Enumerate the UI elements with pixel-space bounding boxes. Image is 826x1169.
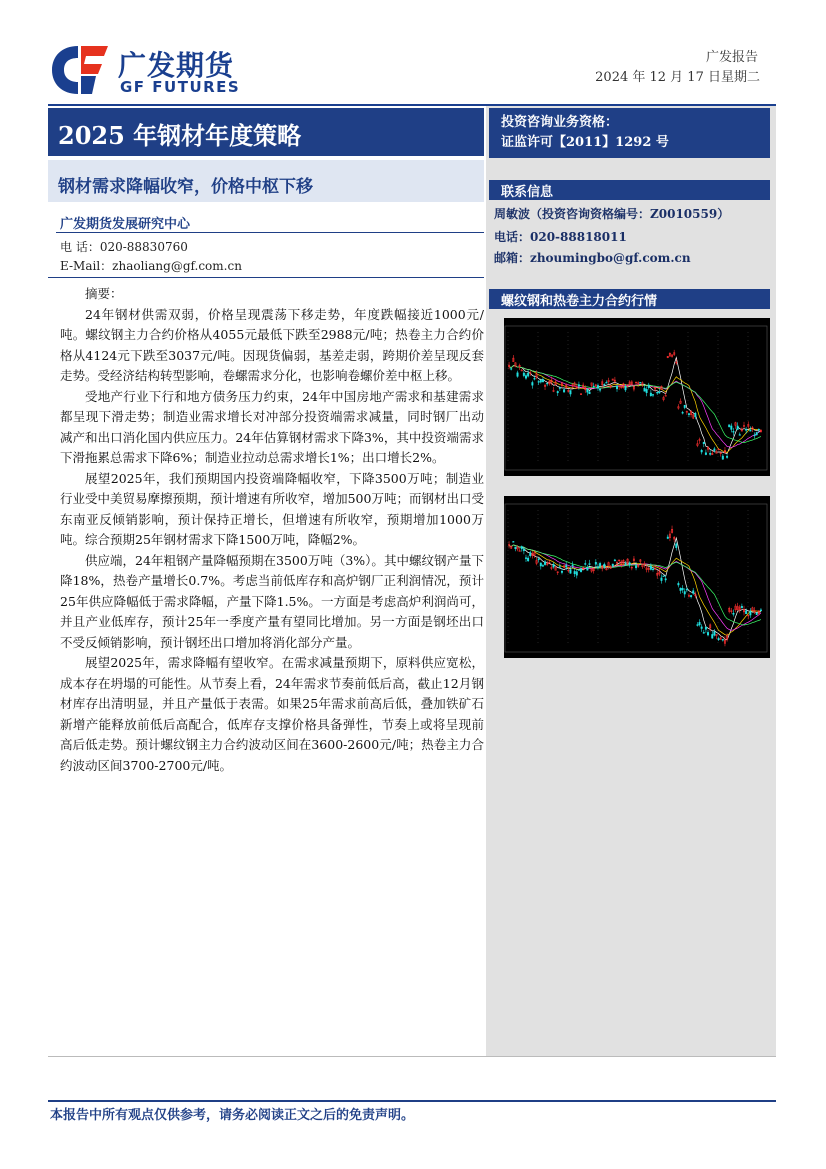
candle-body (565, 565, 566, 567)
candle-body (667, 537, 668, 538)
candle-body (572, 565, 573, 566)
candle-body (527, 373, 528, 376)
abstract-paragraph: 展望2025年，需求降幅有望收窄。在需求减量预期下，原料供应宽松，成本存在坍塌的可能性。从节奏上看，24年需求节奏前低后高，截止12月钢材库存出清明显，并且产量低于表需。如果25年需求前高后低，叠加铁矿石新增产能释放前低后高配合，低库存支撑价格具备弹性，节奏上或将呈现前高后低走势。预计螺纹钢主力合约波动区间在3600-2600元/吨；热卷主力合约波动区间3700-2700元/吨。 (60, 655, 484, 773)
moving-average-line (509, 545, 761, 635)
candle-body (525, 376, 526, 379)
candle-body (540, 563, 541, 566)
candle-body (714, 632, 715, 635)
candle-body (650, 566, 651, 569)
candle-body (544, 562, 545, 565)
candle-body (570, 390, 571, 394)
author-phone: 电 话：020-88830760 (60, 240, 188, 254)
candle-body (599, 563, 600, 566)
candle-body (625, 564, 626, 565)
candle-body (733, 431, 734, 432)
candle-body (701, 627, 702, 629)
candle-body (731, 426, 732, 429)
candle-body (680, 588, 681, 590)
candle-body (527, 558, 528, 561)
candle-body (517, 373, 518, 377)
disclaimer: 本报告中所有观点仅供参考，请务必阅读正文之后的免责声明。 (50, 1108, 415, 1123)
candle-body (745, 429, 746, 430)
candle-body (722, 639, 723, 640)
report-subtitle: 钢材需求降幅收窄，价格中枢下移 (48, 160, 484, 202)
moving-average-line (509, 366, 761, 448)
candle-body (570, 570, 571, 574)
candle-body (728, 425, 729, 427)
candle-body (699, 622, 700, 625)
abstract-paragraph: 展望2025年，我们预期国内投资端降幅收窄，下降3500万吨；制造业行业受中美贸易摩擦预期，预计增速有所收窄，增加500万吨；而钢材出口受东南亚反倾销影响，预计保持正增长，但增速有所收窄，预期增加1000万吨。综合预期25年钢材需求下降1500万吨，降幅2%。 (60, 470, 484, 547)
candle-body (597, 385, 598, 388)
gf-logo-mark-icon (48, 42, 110, 96)
candle-body (635, 566, 636, 568)
moving-average-line (509, 358, 761, 454)
candle-body (559, 567, 560, 568)
moving-average-line (509, 545, 761, 630)
abstract-paragraph: 受地产行业下行和地方债务压力约束，24年中国房地产需求和基建需求都呈现下滑走势；制造业需求增长对冲部分投资端需求减量，同时钢厂出动减产和出口消化国内供应压力。24年估算钢材需求下降3%，其中投资端需求下滑拖累总需求下降6%；制造业拉动总需求增长1%；出口增长2%。 (60, 388, 484, 465)
candle-body (737, 426, 738, 429)
candle-body (652, 569, 653, 570)
candle-body (614, 560, 615, 561)
candle-body (705, 627, 706, 629)
candle-body (682, 588, 683, 590)
abstract-label: 摘要： (85, 286, 123, 301)
candle-body (690, 595, 691, 596)
page-bottom-divider (48, 1056, 776, 1057)
logo-chinese-text: 广发期货 (118, 49, 235, 82)
candle-body (718, 638, 719, 639)
candle-body (733, 613, 734, 614)
candle-body (513, 541, 514, 542)
moving-average-line (509, 538, 761, 640)
candle-body (578, 570, 579, 571)
candle-body (587, 389, 588, 392)
chart-frame (505, 504, 767, 652)
candle-body (529, 553, 530, 556)
candle-body (625, 387, 626, 390)
hot-rolled-price-chart (504, 496, 770, 658)
candle-body (741, 606, 742, 608)
candle-body (758, 429, 759, 430)
rebar-candlestick-chart (504, 318, 770, 476)
candle-body (678, 583, 679, 585)
candle-body (760, 610, 761, 611)
candle-body (599, 389, 600, 390)
candle-body (510, 369, 511, 370)
candle-body (534, 378, 535, 379)
candle-body (684, 592, 685, 595)
logo-english-text: GF FUTURES (120, 78, 241, 96)
research-institute: 广发期货发展研究中心 (60, 217, 191, 232)
candle-body (525, 558, 526, 559)
candle-body (640, 382, 641, 383)
candle-body (684, 405, 685, 407)
contact-heading: 联系信息 (489, 180, 770, 200)
candle-body (585, 564, 586, 565)
candle-body (616, 386, 617, 389)
candle-body (656, 392, 657, 393)
analyst-name: 周敏波（投资咨询资格编号：Z0010559） (494, 207, 730, 221)
candle-body (663, 576, 664, 577)
candle-body (754, 435, 755, 436)
qualification-title: 投资咨询业务资格： (501, 115, 619, 130)
candle-body (521, 546, 522, 548)
candle-body (712, 634, 713, 638)
candle-body (597, 567, 598, 568)
qualification-box (489, 108, 770, 158)
candle-body (612, 564, 613, 566)
candle-body (695, 413, 696, 416)
candle-body (714, 449, 715, 451)
candle-body (546, 383, 547, 384)
report-type: 广发报告 (705, 50, 758, 65)
abstract-paragraph: 供应端，24年粗钢产量降幅预期在3500万吨（3%）。其中螺纹钢产量下降18%，热卷产量增长0.7%。考虑当前低库存和高炉钢厂正利润情况，预计25年供应降幅低于需求降幅，产量下降1.5%。一方面是考虑高炉利润尚可，并且产业低库存，预计25年一季度产量有望同比增加。另一方面是钢坯出口不受反倾销影响，预计钢坯出口增加将消化部分产量。 (60, 552, 484, 650)
candle-body (692, 591, 693, 594)
candle-body (578, 385, 579, 386)
candle-body (574, 571, 575, 573)
moving-average-line (509, 366, 761, 443)
candle-body (697, 625, 698, 626)
qualification-license: 证监许可【2011】1292 号 (501, 135, 669, 150)
candle-body (557, 391, 558, 392)
candle-body (703, 442, 704, 444)
candle-body (707, 632, 708, 635)
candle-body (648, 385, 649, 387)
candle-body (593, 386, 594, 387)
candle-body (542, 380, 543, 382)
candle-body (559, 388, 560, 389)
candle-body (659, 392, 660, 393)
candle-body (686, 589, 687, 590)
candle-body (726, 456, 727, 457)
candle-body (646, 389, 647, 392)
contact-divider (48, 277, 484, 278)
candle-body (604, 564, 605, 567)
candle-body (538, 381, 539, 382)
moving-average-line (509, 545, 761, 625)
candle-body (739, 435, 740, 436)
chart-frame (505, 326, 767, 470)
report-date: 2024 年 12 月 17 日星期二 (595, 70, 760, 85)
candle-body (589, 564, 590, 565)
candle-body (542, 565, 543, 566)
candle-body (523, 373, 524, 376)
chart-section-heading: 螺纹钢和热卷主力合约行情 (489, 289, 770, 309)
gf-futures-logo (48, 42, 268, 100)
candle-body (604, 384, 605, 385)
candle-body (750, 611, 751, 615)
candle-body (589, 392, 590, 394)
report-title: 2025 年钢材年度策略 (48, 108, 484, 156)
candle-body (561, 571, 562, 572)
candle-body (606, 382, 607, 383)
abstract (60, 284, 484, 776)
candle-body (629, 563, 630, 565)
candle-body (756, 432, 757, 435)
candle-body (595, 562, 596, 564)
author-email: E-Mail：zhaoliang@gf.com.cn (60, 259, 242, 273)
candle-body (652, 394, 653, 395)
candle-body (750, 430, 751, 431)
candle-body (580, 569, 581, 572)
candle-body (703, 632, 704, 633)
abstract-paragraph: 24年钢材供需双弱，价格呈现震荡下移走势，年度跌幅接近1000元/吨。螺纹钢主力合约价格从4055元最低下跌至2988元/吨；热卷主力合约价格从4124元下跌至3037元/吨。因现货偏弱，基差走弱，跨期价差呈现反套走势。受经济结构转型影响，卷螺需求分化，也影响卷螺价差中枢上移。 (60, 306, 484, 383)
candle-body (676, 544, 677, 548)
candle-body (705, 453, 706, 455)
candle-body (515, 547, 516, 549)
candle-body (540, 380, 541, 382)
footer-divider (48, 1100, 776, 1102)
candle-body (587, 567, 588, 570)
candle-body (563, 390, 564, 393)
institute-divider (56, 232, 484, 233)
candle-body (745, 611, 746, 614)
rebar-price-chart (504, 318, 770, 476)
candle-body (701, 450, 702, 452)
candle-body (553, 564, 554, 567)
candle-body (688, 414, 689, 415)
candle-body (523, 549, 524, 551)
candle-body (576, 572, 577, 576)
analyst-phone: 电话：020-88818011 (494, 230, 627, 244)
candle-body (538, 559, 539, 560)
candle-body (709, 453, 710, 454)
candle-body (532, 382, 533, 385)
analyst-email: 邮箱：zhoumingbo@gf.com.cn (494, 251, 691, 265)
candle-body (644, 388, 645, 391)
candle-body (756, 613, 757, 615)
candle-body (722, 456, 723, 459)
candle-body (665, 395, 666, 396)
moving-average-line (509, 366, 761, 453)
candle-body (682, 412, 683, 413)
candle-body (661, 578, 662, 581)
hot-rolled-candlestick-chart (504, 496, 770, 658)
candle-body (665, 579, 666, 580)
candle-body (650, 393, 651, 396)
